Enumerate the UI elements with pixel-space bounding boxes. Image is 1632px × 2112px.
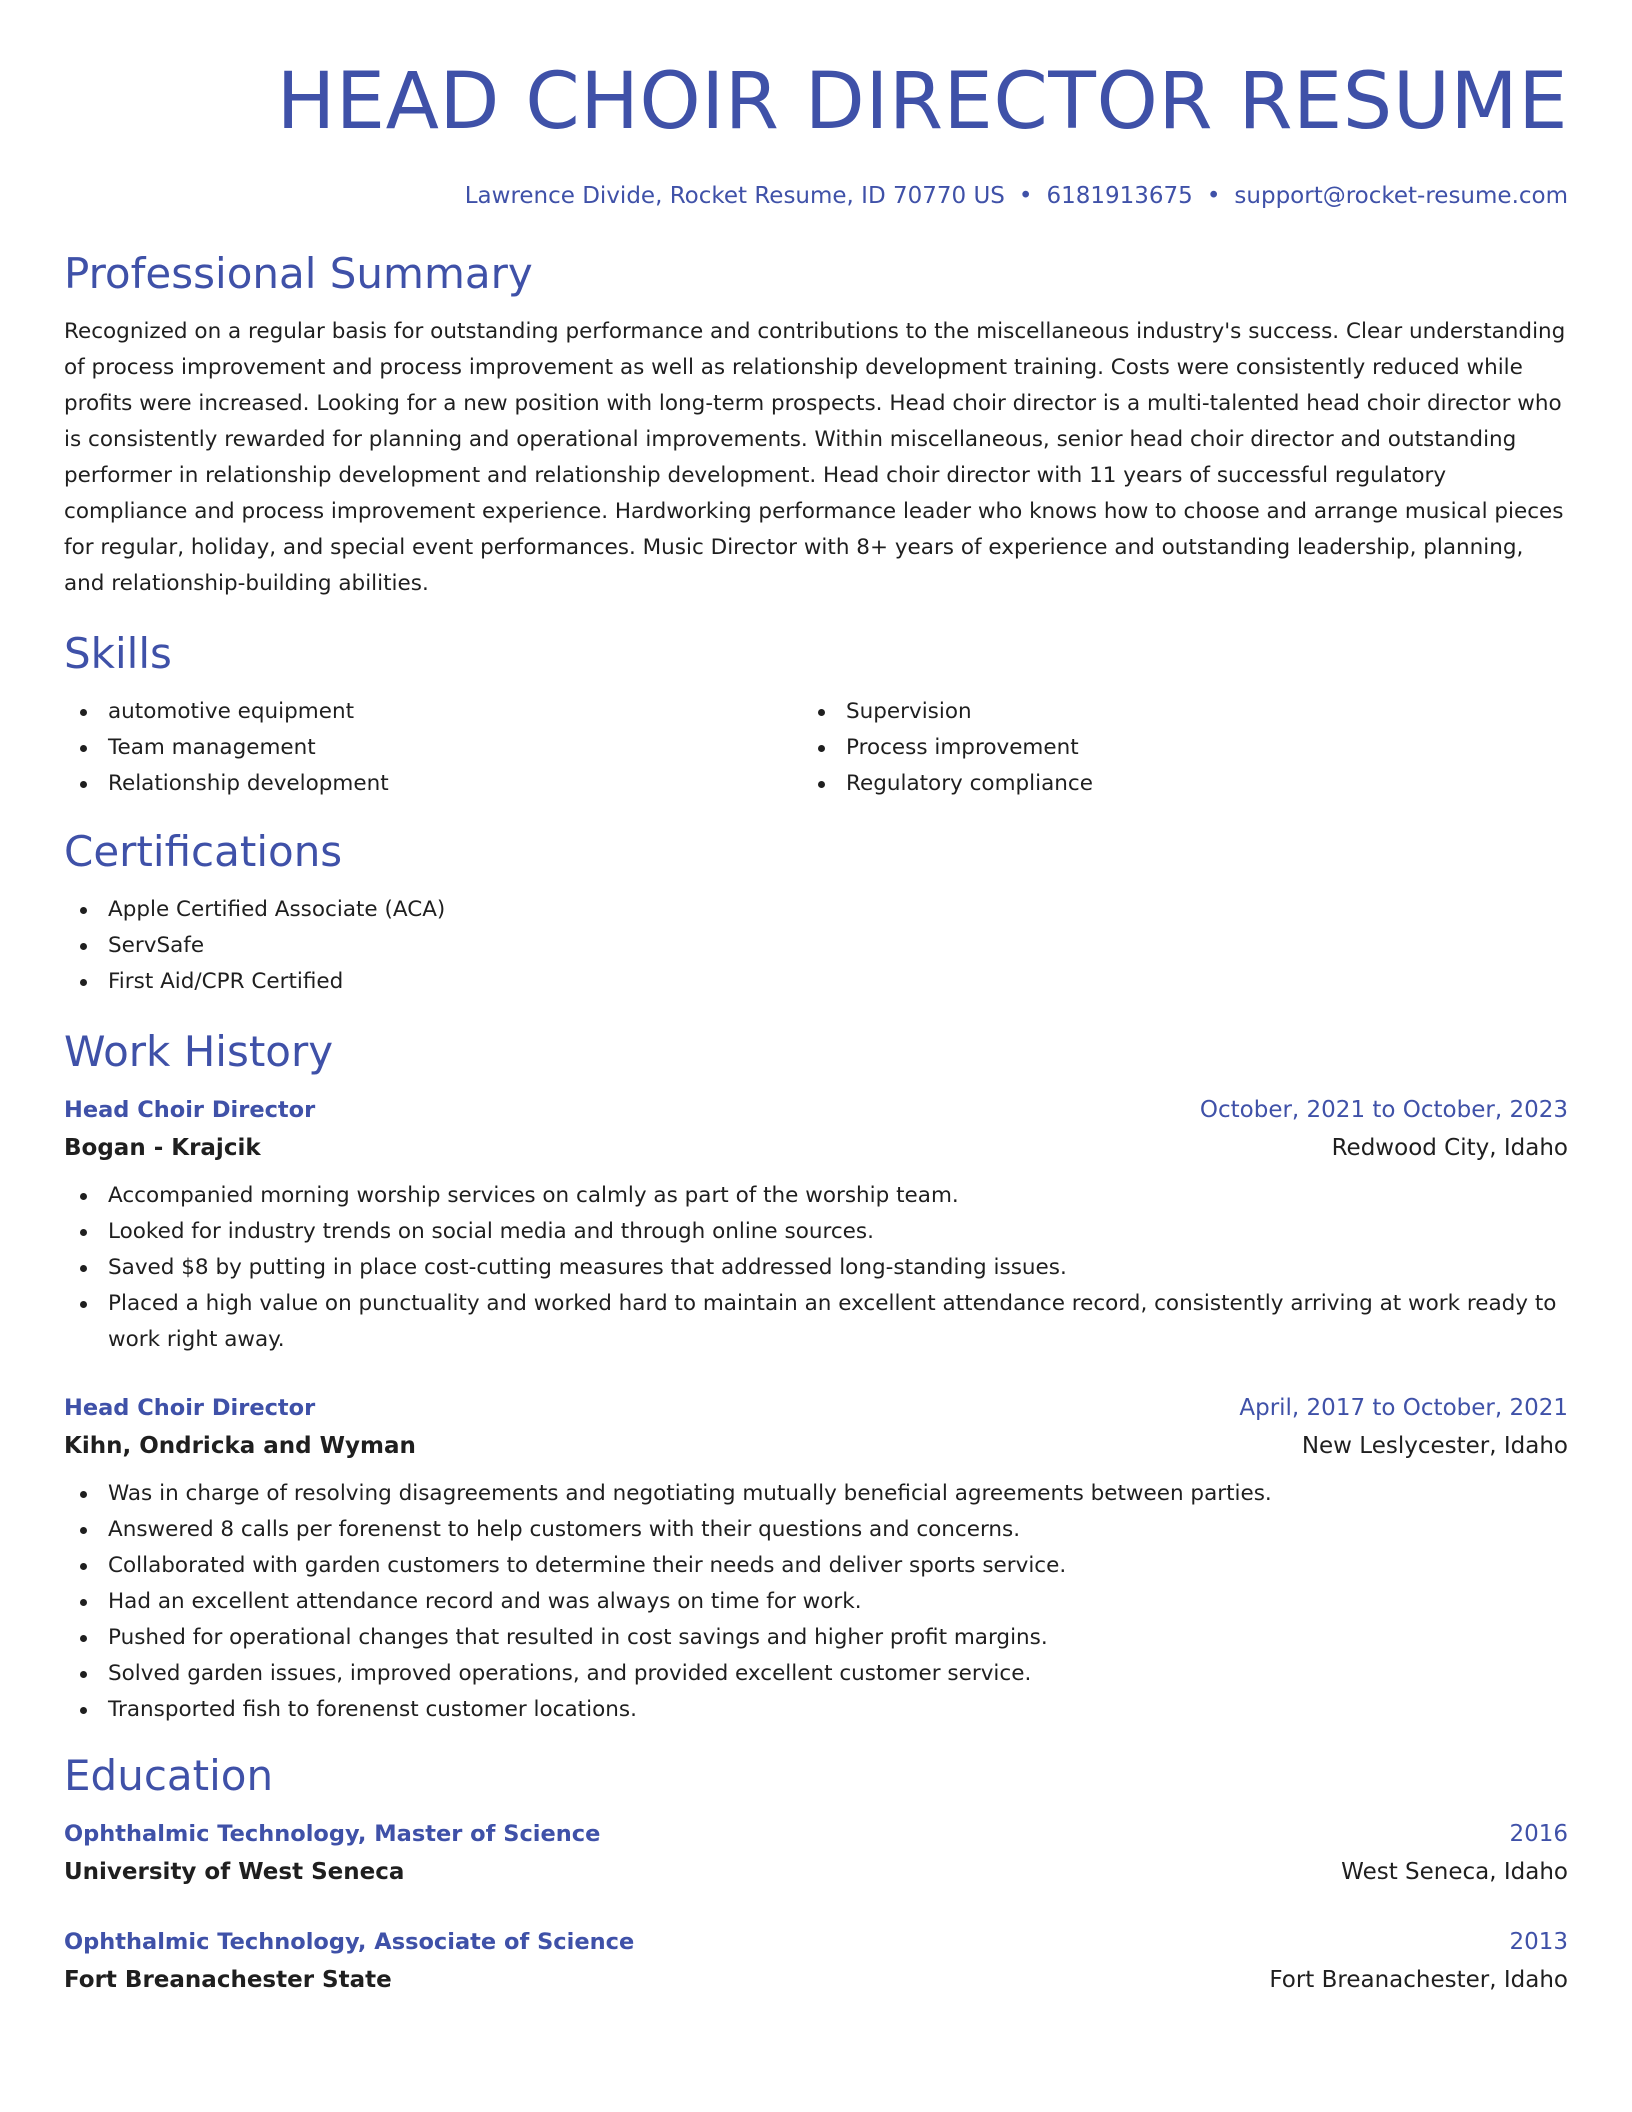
job-dates: October, 2021 to October, 2023	[1199, 1097, 1568, 1123]
contact-separator: •	[1018, 183, 1033, 209]
education-header-row	[64, 1924, 1568, 1960]
education-location: West Seneca, Idaho	[1341, 1859, 1568, 1885]
job-bullet: Solved garden issues, improved operations, and provided excellent customer service.	[64, 1656, 1568, 1692]
certification-item: First Aid/CPR Certified	[64, 964, 1568, 1000]
education-entry	[64, 1924, 1568, 2000]
education-degree: Ophthalmic Technology, Master of Science	[64, 1821, 601, 1847]
contact-address: Lawrence Divide, Rocket Resume, ID 70770 US	[464, 183, 1005, 209]
education-degree: Ophthalmic Technology, Associate of Science	[64, 1929, 635, 1955]
education-location: Fort Breanachester, Idaho	[1269, 1967, 1568, 1993]
job-bullet: Looked for industry trends on social media and through online sources.	[64, 1214, 1568, 1250]
job-bullet: Was in charge of resolving disagreements and negotiating mutually beneficial agreements between parties.	[64, 1476, 1568, 1512]
summary-heading: Professional Summary	[64, 249, 533, 298]
skill-item: Process improvement	[802, 730, 1540, 766]
skills-left-list	[64, 694, 802, 802]
work-history-heading: Work History	[64, 1027, 334, 1076]
job-bullets	[64, 1476, 1568, 1728]
job-bullet: Transported fish to forenenst customer locations.	[64, 1692, 1568, 1728]
certifications-heading: Certifications	[64, 827, 343, 876]
skills-heading: Skills	[64, 629, 172, 678]
contact-line	[64, 180, 1568, 212]
job-bullets	[64, 1178, 1568, 1358]
certification-item: ServSafe	[64, 928, 1568, 964]
job-location: Redwood City, Idaho	[1331, 1135, 1568, 1161]
contact-separator: •	[1206, 183, 1221, 209]
job-bullet: Accompanied morning worship services on calmly as part of the worship team.	[64, 1178, 1568, 1214]
skill-item: Supervision	[802, 694, 1540, 730]
job-entry	[64, 1390, 1568, 1728]
education-org-row	[64, 1960, 1568, 2000]
education-year: 2016	[1509, 1821, 1568, 1847]
skills-grid	[64, 694, 1568, 802]
education-school: University of West Seneca	[64, 1859, 405, 1885]
job-bullet: Pushed for operational changes that resulted in cost savings and higher profit margins.	[64, 1620, 1568, 1656]
skill-item: Regulatory compliance	[802, 766, 1540, 802]
job-company: Bogan - Krajcik	[64, 1135, 261, 1161]
skill-item: automotive equipment	[64, 694, 802, 730]
job-header-row	[64, 1092, 1568, 1128]
skills-right-list	[802, 694, 1540, 802]
skill-item: Team management	[64, 730, 802, 766]
job-title: Head Choir Director	[64, 1395, 316, 1421]
job-company: Kihn, Ondricka and Wyman	[64, 1433, 416, 1459]
job-title: Head Choir Director	[64, 1097, 316, 1123]
certification-item: Apple Certified Associate (ACA)	[64, 892, 1568, 928]
education-school: Fort Breanachester State	[64, 1967, 392, 1993]
certifications-list	[64, 892, 1568, 1000]
job-org-row	[64, 1128, 1568, 1168]
job-entry	[64, 1092, 1568, 1358]
education-heading: Education	[64, 1751, 274, 1800]
contact-phone: 6181913675	[1046, 183, 1193, 209]
education-header-row	[64, 1816, 1568, 1852]
job-bullet: Placed a high value on punctuality and worked hard to maintain an excellent attendance record, consistently arriving at work ready to work right away.	[64, 1286, 1568, 1358]
resume-title: HEAD CHOIR DIRECTOR RESUME	[276, 57, 1568, 147]
summary-text: Recognized on a regular basis for outstanding performance and contributions to the miscellaneous industry's success. Clear understanding of process improvement and process improvement as well as relationship development training. Costs were consistently reduced while profits were increased. Looking for a new position with long-term prospects. Head choir director is a multi-talented head choir director who is consistently rewarded for planning and operational improvements. Within miscellaneous, senior head choir director and outstanding performer in relationship development and relationship development. Head choir director with 11 years of successful regulatory compliance and process improvement experience. Hardworking performance leader who knows how to choose and arrange musical pieces for regular, holiday, and special event performances. Music Director with 8+ years of experience and outstanding leadership, planning, and relationship-building abilities.	[64, 319, 1566, 596]
job-bullet: Answered 8 calls per forenenst to help customers with their questions and concerns.	[64, 1512, 1568, 1548]
education-entry	[64, 1816, 1568, 1892]
education-year: 2013	[1509, 1929, 1568, 1955]
job-bullet: Collaborated with garden customers to determine their needs and deliver sports service.	[64, 1548, 1568, 1584]
contact-email: support@rocket-resume.com	[1234, 183, 1568, 209]
job-bullet: Saved $8 by putting in place cost-cutting measures that addressed long-standing issues.	[64, 1250, 1568, 1286]
job-bullet: Had an excellent attendance record and was always on time for work.	[64, 1584, 1568, 1620]
job-dates: April, 2017 to October, 2021	[1239, 1395, 1568, 1421]
education-org-row	[64, 1852, 1568, 1892]
skill-item: Relationship development	[64, 766, 802, 802]
job-org-row	[64, 1426, 1568, 1466]
job-location: New Leslycester, Idaho	[1301, 1433, 1568, 1459]
job-header-row	[64, 1390, 1568, 1426]
